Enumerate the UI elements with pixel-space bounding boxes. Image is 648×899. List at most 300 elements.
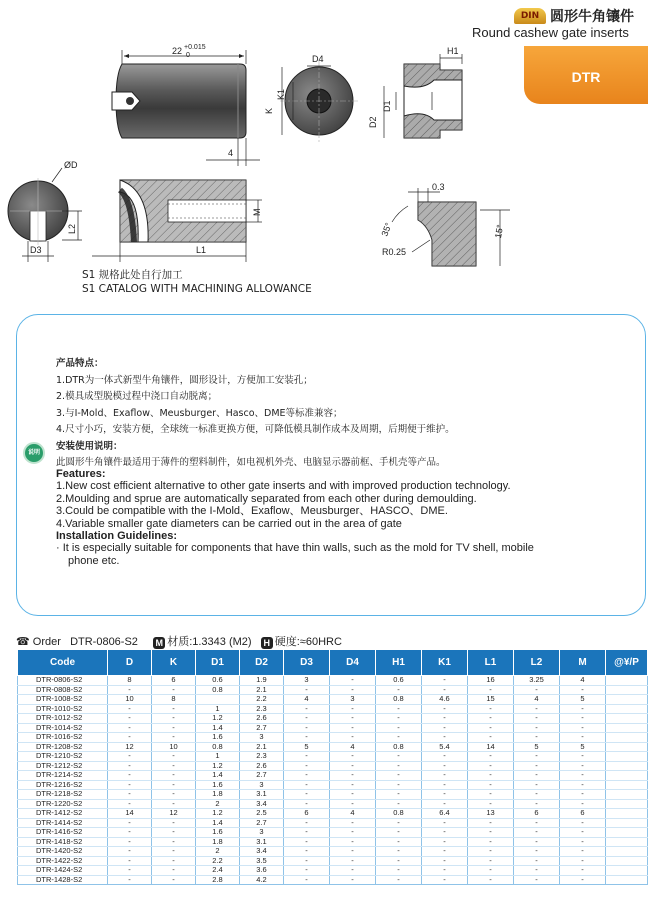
catalog-note-en: S1 CATALOG WITH MACHINING ALLOWANCE [82, 283, 312, 295]
table-cell-code: DTR-0808-S2 [18, 685, 108, 695]
table-cell: - [376, 771, 422, 781]
table-row [18, 780, 648, 790]
table-cell: - [108, 828, 152, 838]
table-cell: - [468, 866, 514, 876]
column-header: D2 [240, 650, 284, 676]
table-cell: - [422, 837, 468, 847]
table-cell: - [422, 761, 468, 771]
table-cell: 2.3 [240, 752, 284, 762]
table-cell: - [376, 875, 422, 885]
table-cell: 2 [196, 799, 240, 809]
column-header: Code [18, 650, 108, 676]
table-cell: 6 [284, 809, 330, 819]
table-cell: 4 [330, 742, 376, 752]
table-cell: 5 [284, 742, 330, 752]
table-cell: - [152, 828, 196, 838]
table-row [18, 742, 648, 752]
table-cell: 1.6 [196, 780, 240, 790]
table-cell: - [108, 856, 152, 866]
table-cell: 3.6 [240, 866, 284, 876]
table-cell [606, 723, 648, 733]
pin-section-view [92, 180, 262, 262]
table-cell: - [152, 875, 196, 885]
table-cell: 1.8 [196, 837, 240, 847]
table-cell: 2 [196, 847, 240, 857]
table-cell: 12 [152, 809, 196, 819]
gate-section-view [368, 46, 462, 138]
table-cell: - [108, 761, 152, 771]
table-cell [606, 771, 648, 781]
label-k1: K1 [276, 88, 286, 100]
table-cell [606, 828, 648, 838]
table-cell: 6.4 [422, 809, 468, 819]
table-cell [606, 733, 648, 743]
table-cell: - [422, 790, 468, 800]
table-cell: - [376, 828, 422, 838]
column-header: @¥/P [606, 650, 648, 676]
table-cell [606, 866, 648, 876]
table-cell: - [152, 723, 196, 733]
table-cell: - [284, 790, 330, 800]
table-row [18, 799, 648, 809]
label-l2: L2 [67, 223, 77, 234]
features-en-title: Features: [56, 468, 106, 480]
features-cn-item: 2.模具成型脱模过程中浇口自动脱离； [56, 391, 218, 402]
table-cell: - [152, 790, 196, 800]
table-cell: - [560, 714, 606, 724]
table-cell: 14 [108, 809, 152, 819]
table-row [18, 818, 648, 828]
title-chinese: 圆形牛角镶件 [550, 9, 634, 25]
table-cell: - [422, 685, 468, 695]
table-header-row [18, 650, 648, 676]
table-cell: 3.4 [240, 799, 284, 809]
column-header: K [152, 650, 196, 676]
table-cell: - [108, 752, 152, 762]
table-cell: - [514, 771, 560, 781]
table-cell: - [330, 723, 376, 733]
table-cell: - [152, 780, 196, 790]
table-cell: - [468, 799, 514, 809]
table-cell-code: DTR-1208-S2 [18, 742, 108, 752]
table-cell: - [330, 790, 376, 800]
table-cell: - [514, 761, 560, 771]
label-d3: D3 [30, 245, 42, 255]
table-cell: - [468, 875, 514, 885]
table-cell: 6 [514, 809, 560, 819]
table-cell: 3.1 [240, 790, 284, 800]
guide-cn-title: 安装使用说明： [56, 440, 123, 452]
column-header: D1 [196, 650, 240, 676]
table-cell: 8 [152, 695, 196, 705]
table-cell: - [284, 837, 330, 847]
table-cell: 2.4 [196, 866, 240, 876]
table-cell-code: DTR-1010-S2 [18, 704, 108, 714]
table-cell: - [560, 752, 606, 762]
table-row [18, 714, 648, 724]
table-cell: - [560, 723, 606, 733]
table-cell: 0.8 [376, 809, 422, 819]
features-cn-item: 4.尺寸小巧，安装方便，全球统一标准更换方便，可降低模具制作成本及周期，后期便于维护。 [56, 424, 455, 435]
table-cell: 5 [560, 695, 606, 705]
table-cell: - [514, 780, 560, 790]
table-cell: - [468, 818, 514, 828]
table-cell: - [330, 780, 376, 790]
table-cell: - [560, 866, 606, 876]
label-k: K [264, 107, 274, 114]
table-cell: 2.8 [196, 875, 240, 885]
table-cell: - [514, 847, 560, 857]
table-cell: - [284, 856, 330, 866]
table-row [18, 733, 648, 743]
table-cell: 15 [468, 695, 514, 705]
order-line [16, 633, 342, 649]
table-cell: 1.4 [196, 723, 240, 733]
table-cell: - [330, 818, 376, 828]
table-cell: - [468, 685, 514, 695]
table-cell: 3 [284, 676, 330, 686]
table-cell: - [376, 733, 422, 743]
table-cell: - [284, 847, 330, 857]
table-row [18, 790, 648, 800]
material-text: 材质:1.3343 (M2) [167, 636, 252, 648]
table-cell-code: DTR-1428-S2 [18, 875, 108, 885]
table-cell [606, 676, 648, 686]
table-cell-code: DTR-1216-S2 [18, 780, 108, 790]
table-cell: - [560, 828, 606, 838]
table-cell: - [376, 723, 422, 733]
label-d2: D2 [368, 116, 378, 128]
dim-22-tol-zero: 0 [186, 52, 190, 59]
guide-cn-text: 此圆形牛角镶件最适用于薄件的塑料制件，如电视机外壳、电脑显示器前框、手机壳等产品。 [56, 457, 446, 468]
table-cell: - [468, 847, 514, 857]
table-cell: 2.7 [240, 771, 284, 781]
table-row [18, 866, 648, 876]
table-cell: 1.2 [196, 809, 240, 819]
table-cell: - [330, 761, 376, 771]
table-cell [606, 837, 648, 847]
table-cell: - [514, 733, 560, 743]
table-cell-code: DTR-1008-S2 [18, 695, 108, 705]
table-cell: 4 [330, 809, 376, 819]
table-cell: - [108, 875, 152, 885]
table-cell: - [514, 704, 560, 714]
table-row [18, 771, 648, 781]
table-cell [606, 780, 648, 790]
table-row [18, 761, 648, 771]
table-cell: - [284, 685, 330, 695]
table-cell: - [330, 752, 376, 762]
table-cell: - [152, 761, 196, 771]
table-cell: 3 [240, 733, 284, 743]
table-cell: 10 [108, 695, 152, 705]
table-cell: 3 [240, 828, 284, 838]
table-cell: 4 [284, 695, 330, 705]
table-cell-code: DTR-1218-S2 [18, 790, 108, 800]
features-chinese [56, 356, 636, 472]
table-cell: - [514, 866, 560, 876]
hardness-text: 硬度:≈60HRC [274, 636, 342, 648]
table-cell: - [108, 780, 152, 790]
table-cell: - [108, 847, 152, 857]
table-cell: - [560, 790, 606, 800]
table-cell: - [330, 714, 376, 724]
table-cell: - [376, 685, 422, 695]
table-cell: - [422, 752, 468, 762]
table-cell [606, 875, 648, 885]
table-cell: - [514, 856, 560, 866]
table-cell: 1.9 [240, 676, 284, 686]
table-cell: - [330, 733, 376, 743]
table-cell: - [330, 676, 376, 686]
table-cell: - [284, 733, 330, 743]
table-cell: - [330, 828, 376, 838]
table-cell: 6 [560, 809, 606, 819]
features-en-item: 1.New cost efficient alternative to other gate inserts and with improved production technology. [56, 480, 511, 493]
table-cell: 2.5 [240, 809, 284, 819]
table-cell: - [330, 685, 376, 695]
table-cell: - [376, 837, 422, 847]
spec-table [17, 649, 648, 885]
table-cell: 0.6 [196, 676, 240, 686]
table-cell: - [108, 866, 152, 876]
table-cell: - [330, 847, 376, 857]
table-cell: - [560, 856, 606, 866]
label-m: M [252, 208, 262, 216]
material-icon: M [153, 637, 165, 649]
table-cell: 12 [108, 742, 152, 752]
table-cell: - [560, 733, 606, 743]
features-en-item: 4.Variable smaller gate diameters can be carried out in the area of gate [56, 517, 402, 530]
table-row [18, 856, 648, 866]
table-cell: - [422, 847, 468, 857]
table-cell: 10 [152, 742, 196, 752]
table-cell: - [152, 837, 196, 847]
table-cell: - [108, 714, 152, 724]
table-cell-code: DTR-1414-S2 [18, 818, 108, 828]
label-l1: L1 [196, 245, 207, 255]
table-cell: 5 [514, 742, 560, 752]
table-cell: - [330, 875, 376, 885]
table-cell: - [422, 780, 468, 790]
table-cell: 4.2 [240, 875, 284, 885]
column-header: M [560, 650, 606, 676]
table-cell: - [376, 847, 422, 857]
table-cell: - [376, 761, 422, 771]
table-cell: 14 [468, 742, 514, 752]
table-cell: 13 [468, 809, 514, 819]
table-cell: - [514, 828, 560, 838]
table-cell: - [468, 761, 514, 771]
table-cell: 5 [560, 742, 606, 752]
table-cell: - [560, 847, 606, 857]
catalog-note-cn: S1 规格此处自行加工 [82, 269, 183, 281]
features-en-item: 2.Moulding and sprue are automatically separated from each other during demoulding. [56, 492, 477, 505]
pin-end-view [264, 54, 358, 142]
table-cell: - [108, 704, 152, 714]
table-cell: - [422, 771, 468, 781]
label-h1: H1 [447, 46, 459, 56]
table-cell-code: DTR-0806-S2 [18, 676, 108, 686]
table-cell: - [514, 799, 560, 809]
table-cell: - [422, 875, 468, 885]
table-cell: - [468, 733, 514, 743]
table-row [18, 752, 648, 762]
column-header: L1 [468, 650, 514, 676]
table-row [18, 676, 648, 686]
table-cell: - [376, 818, 422, 828]
table-cell: - [560, 685, 606, 695]
table-cell: - [108, 790, 152, 800]
table-cell: - [468, 856, 514, 866]
table-row [18, 837, 648, 847]
label-phi-d: ØD [64, 160, 78, 170]
table-cell: - [422, 828, 468, 838]
table-cell-code: DTR-1214-S2 [18, 771, 108, 781]
table-cell: - [560, 875, 606, 885]
table-cell: 2.2 [240, 695, 284, 705]
table-cell: - [152, 733, 196, 743]
table-cell [606, 695, 648, 705]
table-cell-code: DTR-1220-S2 [18, 799, 108, 809]
table-cell-code: DTR-1212-S2 [18, 761, 108, 771]
table-cell: - [284, 875, 330, 885]
table-cell-code: DTR-1418-S2 [18, 837, 108, 847]
table-cell: 1.6 [196, 828, 240, 838]
phone-icon: ☎ [16, 636, 30, 648]
table-cell: - [422, 856, 468, 866]
table-row [18, 685, 648, 695]
table-cell: - [284, 780, 330, 790]
table-cell: - [560, 771, 606, 781]
table-cell: - [108, 818, 152, 828]
table-cell: - [284, 761, 330, 771]
table-cell: - [514, 752, 560, 762]
table-cell: 5.4 [422, 742, 468, 752]
table-cell: - [152, 771, 196, 781]
info-icon: 说明 [23, 442, 45, 464]
table-cell: - [152, 704, 196, 714]
table-cell-code: DTR-1014-S2 [18, 723, 108, 733]
table-cell [606, 799, 648, 809]
table-cell [606, 809, 648, 819]
table-cell: - [422, 733, 468, 743]
table-cell-code: DTR-1012-S2 [18, 714, 108, 724]
table-cell: 1 [196, 704, 240, 714]
table-cell: 3 [330, 695, 376, 705]
table-cell: - [468, 780, 514, 790]
table-cell: - [560, 837, 606, 847]
table-cell: - [152, 847, 196, 857]
table-cell: - [284, 866, 330, 876]
table-cell: 16 [468, 676, 514, 686]
table-cell: - [152, 818, 196, 828]
table-cell-code: DTR-1412-S2 [18, 809, 108, 819]
features-cn-item: 3.与I-Mold、Exaflow、Meusburger、Hasco、DME等标准兼容； [56, 407, 343, 419]
table-cell: - [422, 866, 468, 876]
table-cell: - [152, 752, 196, 762]
table-cell: 8 [108, 676, 152, 686]
table-cell [606, 847, 648, 857]
catalog-note [82, 268, 312, 296]
column-header: D4 [330, 650, 376, 676]
table-cell: 1.2 [196, 714, 240, 724]
features-cn-item: 1.DTR为一体式新型牛角镶件，圆形设计，方便加工安装孔； [56, 374, 313, 386]
table-cell: 0.8 [196, 685, 240, 695]
table-cell: - [330, 771, 376, 781]
table-cell: 1.4 [196, 818, 240, 828]
table-cell: 0.8 [196, 742, 240, 752]
table-cell [606, 685, 648, 695]
table-cell: - [468, 828, 514, 838]
order-label: Order [32, 636, 61, 648]
table-cell: - [468, 714, 514, 724]
table-cell: - [330, 704, 376, 714]
table-cell: 1.8 [196, 790, 240, 800]
table-cell: - [284, 818, 330, 828]
table-cell: - [152, 856, 196, 866]
table-cell: 3 [240, 780, 284, 790]
guide-en-title: Installation Guidelines: [56, 530, 178, 543]
table-row [18, 847, 648, 857]
table-cell: - [376, 790, 422, 800]
pin-side-view [112, 44, 260, 166]
table-cell: - [376, 856, 422, 866]
table-cell: - [514, 790, 560, 800]
features-cn-title: 产品特点： [56, 358, 104, 369]
column-header: K1 [422, 650, 468, 676]
table-cell: - [422, 714, 468, 724]
label-15deg: 15° [493, 223, 506, 239]
table-cell-code: DTR-1420-S2 [18, 847, 108, 857]
table-cell [606, 818, 648, 828]
table-cell [606, 856, 648, 866]
table-cell: - [560, 761, 606, 771]
table-row [18, 809, 648, 819]
table-cell-code: DTR-1210-S2 [18, 752, 108, 762]
guide-en-line: · It is especially suitable for components that have thin walls, such as the mold for TV shell, mobile [56, 542, 534, 555]
table-cell [606, 742, 648, 752]
table-cell: - [376, 780, 422, 790]
features-en-item: 3.Could be compatible with the I-Mold、Exaflow、Meusburger、HASCO、DME. [56, 505, 448, 518]
table-row [18, 704, 648, 714]
table-cell: - [284, 828, 330, 838]
table-cell [196, 695, 240, 705]
table-cell: - [284, 704, 330, 714]
table-cell: - [108, 723, 152, 733]
table-cell: 4.6 [422, 695, 468, 705]
table-cell: - [514, 723, 560, 733]
table-cell: - [284, 714, 330, 724]
table-cell-code: DTR-1422-S2 [18, 856, 108, 866]
table-cell: - [330, 866, 376, 876]
table-cell: 2.2 [196, 856, 240, 866]
table-cell: - [468, 837, 514, 847]
column-header: H1 [376, 650, 422, 676]
table-cell: - [108, 733, 152, 743]
table-cell: - [108, 799, 152, 809]
table-cell: 3.5 [240, 856, 284, 866]
label-35deg: 35° [379, 221, 394, 238]
table-cell: 3.25 [514, 676, 560, 686]
table-cell [606, 704, 648, 714]
table-cell: - [422, 723, 468, 733]
table-cell: - [514, 685, 560, 695]
table-cell: 0.8 [376, 695, 422, 705]
table-cell: - [330, 799, 376, 809]
table-cell: - [468, 790, 514, 800]
table-cell: 2.3 [240, 704, 284, 714]
